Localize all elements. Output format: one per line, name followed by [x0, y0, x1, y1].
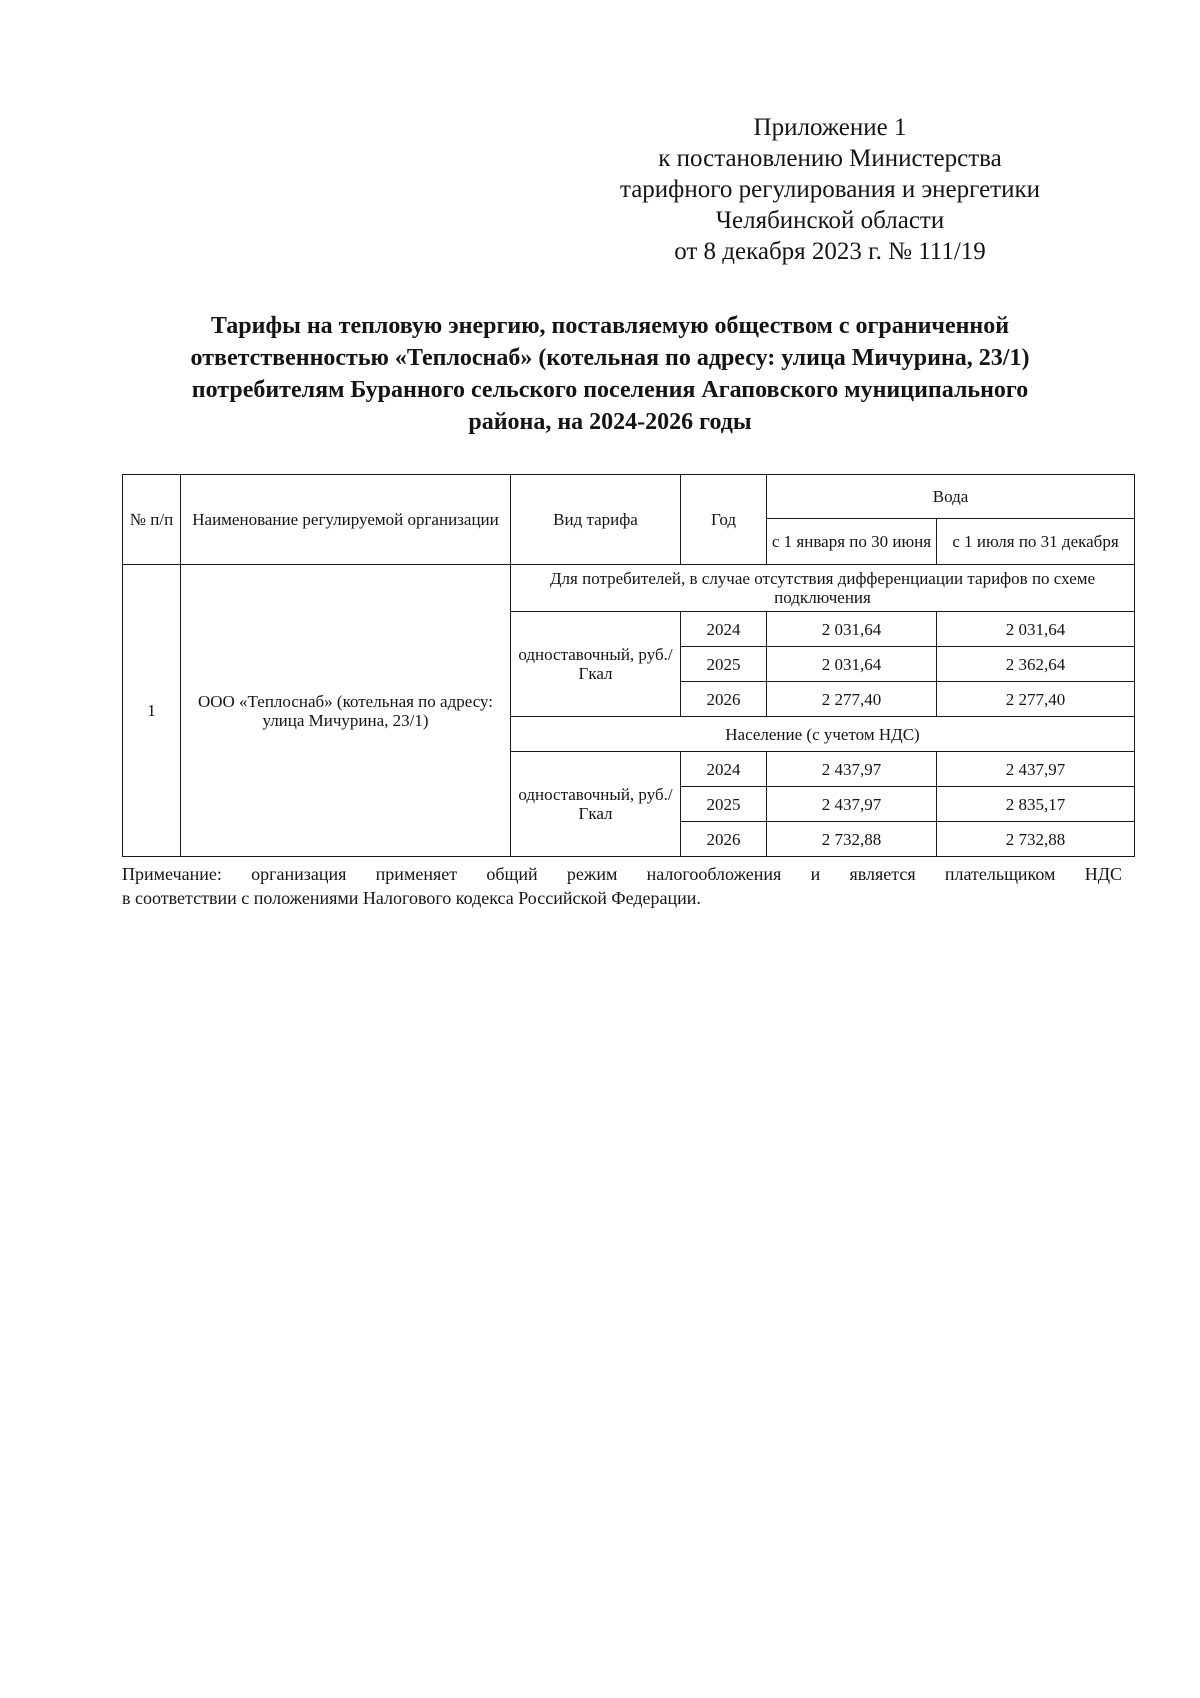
appendix-line: от 8 декабря 2023 г. № 111/19: [674, 238, 986, 265]
header-num: № п/п: [123, 475, 181, 565]
value-half1: 2 732,88: [767, 822, 937, 857]
appendix-line: тарифного регулирования и энергетики: [619, 176, 1041, 203]
section-row: [123, 565, 1135, 612]
value-half2: 2 031,64: [937, 612, 1135, 647]
section-label: Для потребителей, в случае отсутствия дифференциации тарифов по схеме подключения: [511, 565, 1135, 612]
appendix-line: Челябинской области: [715, 207, 945, 234]
row-number: 1: [123, 565, 181, 857]
value-half1: 2 031,64: [767, 612, 937, 647]
year-cell: 2025: [681, 787, 767, 822]
footnote-line: Примечание: организация применяет общий режим налогообложения и является плательщиком НДС: [122, 864, 1122, 884]
tariff-table: [122, 474, 1135, 857]
year-cell: 2024: [681, 752, 767, 787]
tariff-type-cell: одноставочный, руб./Гкал: [511, 752, 681, 857]
header-water: Вода: [767, 475, 1135, 519]
title-line: Тарифы на тепловую энергию, поставляемую обществом с ограниченной: [210, 313, 1010, 339]
section-label: Население (с учетом НДС): [511, 717, 1135, 752]
header-year: Год: [681, 475, 767, 565]
value-half1: 2 437,97: [767, 787, 937, 822]
value-half2: 2 835,17: [937, 787, 1135, 822]
year-cell: 2025: [681, 647, 767, 682]
year-cell: 2024: [681, 612, 767, 647]
appendix-block: [560, 112, 1100, 267]
footnote-line: в соответствии с положениями Налогового кодекса Российской Федерации.: [122, 888, 701, 908]
footnote: [122, 862, 1122, 910]
org-name: ООО «Теплоснаб» (котельная по адресу: улица Мичурина, 23/1): [181, 565, 511, 857]
appendix-line: к постановлению Министерства: [658, 145, 1002, 172]
value-half1: 2 031,64: [767, 647, 937, 682]
title-line: района, на 2024-2026 годы: [468, 409, 752, 435]
document-title: [115, 310, 1105, 438]
header-half2: с 1 июля по 31 декабря: [937, 519, 1135, 565]
year-cell: 2026: [681, 822, 767, 857]
value-half2: 2 362,64: [937, 647, 1135, 682]
header-org: Наименование регулируемой организации: [181, 475, 511, 565]
value-half2: 2 732,88: [937, 822, 1135, 857]
value-half1: 2 277,40: [767, 682, 937, 717]
title-line: ответственностью «Теплоснаб» (котельная по адресу: улица Мичурина, 23/1): [190, 345, 1030, 371]
title-line: потребителям Буранного сельского поселения Агаповского муниципального: [191, 377, 1029, 403]
tariff-type-cell: одноставочный, руб./Гкал: [511, 612, 681, 717]
header-tariff-type: Вид тарифа: [511, 475, 681, 565]
header-half1: с 1 января по 30 июня: [767, 519, 937, 565]
value-half2: 2 437,97: [937, 752, 1135, 787]
header-row: [123, 475, 1135, 519]
value-half2: 2 277,40: [937, 682, 1135, 717]
year-cell: 2026: [681, 682, 767, 717]
appendix-line: Приложение 1: [753, 114, 907, 141]
value-half1: 2 437,97: [767, 752, 937, 787]
